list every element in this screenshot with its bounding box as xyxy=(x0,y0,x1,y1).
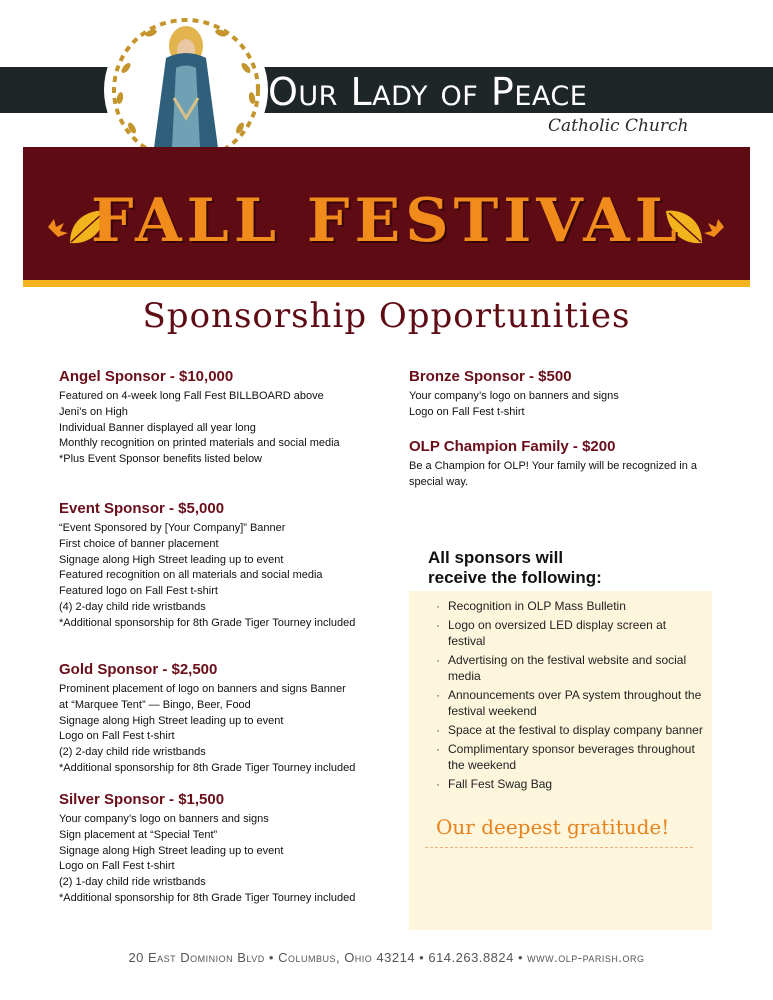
all-sponsors-heading-line1: All sponsors will xyxy=(428,548,564,567)
page-subtitle: Sponsorship Opportunities xyxy=(142,296,631,336)
champion-family-section xyxy=(409,438,697,491)
list-item: *Plus Event Sponsor benefits listed below xyxy=(59,453,263,466)
benefit-item: · Complimentary sponsor beverages throughout the weekend xyxy=(436,741,706,773)
mary-laurel-emblem-icon xyxy=(96,8,276,168)
list-item: (4) 2-day child ride wristbands xyxy=(59,600,206,613)
list-item: Prominent placement of logo on banners and signs Banner xyxy=(59,683,346,695)
event-sponsor-section xyxy=(59,500,355,632)
benefit-item: · Announcements over PA system throughout the festival weekend xyxy=(436,687,706,719)
event-sponsor-title: Event Sponsor - $5,000 xyxy=(59,500,225,517)
benefit-item: · Logo on oversized LED display screen at festival xyxy=(436,617,706,649)
benefit-item: · Fall Fest Swag Bag xyxy=(436,776,706,792)
list-item: at “Marquee Tent” — Bingo, Beer, Food xyxy=(59,698,251,711)
angel-sponsor-title: Angel Sponsor - $10,000 xyxy=(59,368,234,385)
silver-sponsor-section xyxy=(59,791,355,907)
list-item: Logo on Fall Fest t-shirt xyxy=(59,730,175,743)
list-item: Your company’s logo on banners and signs xyxy=(59,813,269,825)
list-item: Jeni’s on High xyxy=(59,405,128,418)
bronze-sponsor-section xyxy=(409,368,619,421)
banner-stripe xyxy=(23,280,750,287)
list-item: *Additional sponsorship for 8th Grade Tiger Tourney included xyxy=(59,761,356,774)
benefits-list xyxy=(436,598,706,795)
list-item: Signage along High Street leading up to event xyxy=(59,844,284,857)
list-item: Sign placement at “Special Tent” xyxy=(59,828,218,841)
list-item: Logo on Fall Fest t-shirt xyxy=(409,405,525,418)
list-item: Monthly recognition on printed materials and social media xyxy=(59,437,340,450)
list-item: First choice of banner placement xyxy=(59,537,219,550)
list-item: Individual Banner displayed all year long xyxy=(59,421,256,434)
list-item: “Event Sponsored by [Your Company]” Banner xyxy=(59,522,286,534)
festival-title: FALL FESTIVAL xyxy=(91,186,682,256)
gold-sponsor-title: Gold Sponsor - $2,500 xyxy=(59,661,218,678)
list-item: Logo on Fall Fest t-shirt xyxy=(59,860,175,873)
list-item: (2) 1-day child ride wristbands xyxy=(59,876,206,889)
dashed-divider xyxy=(425,847,693,848)
list-item: Be a Champion for OLP! Your family will be recognized in a xyxy=(409,460,697,472)
list-item: Signage along High Street leading up to event xyxy=(59,553,284,566)
all-sponsors-heading xyxy=(428,548,602,588)
list-item: *Additional sponsorship for 8th Grade Tiger Tourney included xyxy=(59,616,356,629)
angel-sponsor-section xyxy=(59,368,340,468)
list-item: special way. xyxy=(409,475,469,488)
list-item: Signage along High Street leading up to event xyxy=(59,714,284,727)
gratitude-text: Our deepest gratitude! xyxy=(436,815,670,839)
benefit-item: · Recognition in OLP Mass Bulletin xyxy=(436,598,706,614)
bronze-sponsor-title: Bronze Sponsor - $500 xyxy=(409,368,572,385)
benefit-item: · Space at the festival to display company banner xyxy=(436,722,706,738)
list-item: (2) 2-day child ride wristbands xyxy=(59,746,206,759)
champion-family-title: OLP Champion Family - $200 xyxy=(409,438,616,455)
all-sponsors-heading-line2: receive the following: xyxy=(428,568,602,587)
footer-address: 20 East Dominion Blvd • Columbus, Ohio 43214 • 614.263.8824 • www.olp-parish.org xyxy=(128,950,645,965)
list-item: Featured recognition on all materials and social media xyxy=(59,569,323,582)
gold-sponsor-section xyxy=(59,661,355,777)
list-item: Featured logo on Fall Fest t-shirt xyxy=(59,585,218,598)
church-name: Our Lady of Peace xyxy=(268,70,588,114)
silver-sponsor-title: Silver Sponsor - $1,500 xyxy=(59,791,225,808)
list-item: Featured on 4-week long Fall Fest BILLBOARD above xyxy=(59,390,324,402)
list-item: Your company’s logo on banners and signs xyxy=(409,390,619,402)
church-subtitle: Catholic Church xyxy=(548,116,689,136)
benefit-item: · Advertising on the festival website and social media xyxy=(436,652,706,684)
list-item: *Additional sponsorship for 8th Grade Tiger Tourney included xyxy=(59,891,356,904)
